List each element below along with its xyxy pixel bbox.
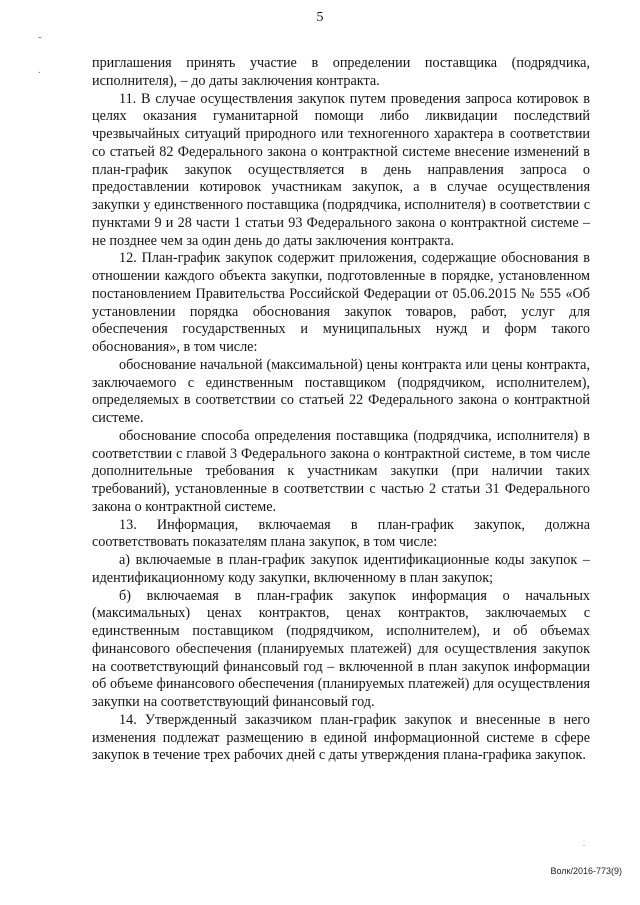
paragraph-clause-13a: а) включаемые в план-график закупок идентификационные коды закупок – идентификационному коду закупки, включенному в план закупок; [92,552,590,586]
margin-mark: . [38,65,41,76]
page-number: 5 [316,10,324,25]
paragraph-clause-14: 14. Утвержденный заказчиком план-график закупок и внесенные в него изменения подлежат размещению в единой информационной системе в сфере закупок в течение трех рабочих дней с даты утверждения плана-графика закупок. [92,711,590,764]
document-code: Волк/2016-773(9) [550,866,622,876]
margin-mark: - [38,32,42,43]
margin-mark: . [583,839,585,848]
paragraph-clause-13: 13. Информация, включаемая в план-график закупок, должна соответствовать показателям плана закупок, в том числе: [92,516,590,551]
paragraph-clause-12: 12. План-график закупок содержит приложения, содержащие обоснования в отношении каждого объекта закупки, подготовленные в порядке, установленном постановлением Правительства Российской Федерации от 05.06.2015 № 555 «Об установлении порядка обоснования закупок товаров, работ, услуг для обеспечения государственных и муниципальных нужд и форм такого обоснования», в том числе: [92,250,590,355]
paragraph-clause-13b: б) включаемая в план-график закупок информация о начальных (максимальных) ценах контрактов, ценах контрактов, заключаемых с единственным поставщиком (подрядчиком, исполнителем), и об объемах финансового обеспечения (планируемых платежей) для осуществления закупок на соответствующий финансовый год – включенной в план закупок информации об объеме финансового обеспечения (планируемых платежей) для осуществления закупки на соответствующий финансовый год. [92,587,590,710]
paragraph-price-justification: обоснование начальной (максимальной) цены контракта или цены контракта, заключаемого с единственным поставщиком (подрядчиком, исполнителем), определяемых в соответствии со статьей 22 Федерального закона о контрактной системе. [92,356,590,426]
paragraph-continuation: приглашения принять участие в определении поставщика (подрядчика, исполнителя), – до даты заключения контракта. [92,55,590,89]
document-body [92,55,590,765]
paragraph-clause-11: 11. В случае осуществления закупок путем проведения запроса котировок в целях оказания гуманитарной помощи либо ликвидации последствий чрезвычайных ситуаций природного или техногенного характера в соответствии со статьей 82 Федерального закона о контрактной системе внесение изменений в план-график закупок осуществляется в день направления запроса о предоставлении котировок участникам закупок, а в случае осуществления закупки у единственного поставщика (подрядчика, исполнителя) в соответствии с пунктами 9 и 28 части 1 статьи 93 Федерального закона о контрактной системе – не позднее чем за один день до даты заключения контракта. [92,90,590,249]
paragraph-supplier-method: обоснование способа определения поставщика (подрядчика, исполнителя) в соответствии с главой 3 Федерального закона о контрактной системе, в том числе дополнительные требования к участникам закупки (при наличии таких требований), установленные в соответствии с частью 2 статьи 31 Федерального закона о контрактной системе. [92,427,590,515]
